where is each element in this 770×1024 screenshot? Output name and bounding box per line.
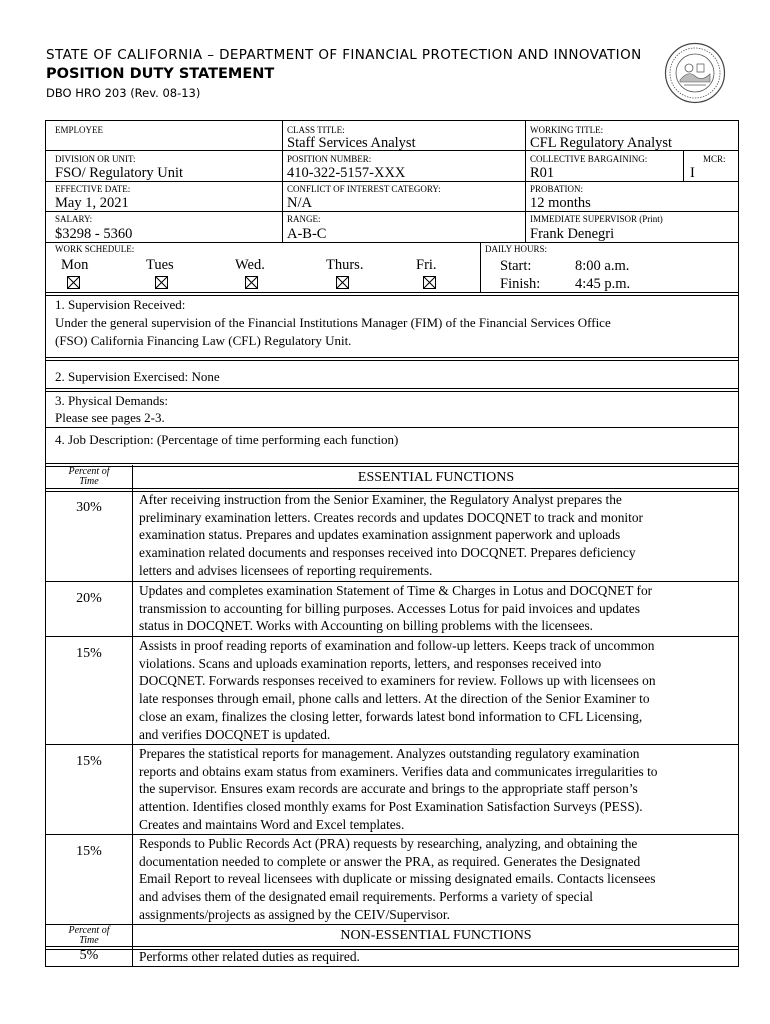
- non-essential-functions-header: NON-ESSENTIAL FUNCTIONS: [340, 928, 532, 943]
- non-essential-percent-header-line1: Percent of: [68, 925, 110, 936]
- class-title-value: Staff Services Analyst: [287, 135, 416, 151]
- division-label: DIVISION OR UNIT:: [55, 154, 136, 164]
- function-line: violations. Scans and uploads examination reports, letters, and responses received into: [139, 655, 602, 671]
- mcr-value: I: [690, 165, 695, 181]
- function-percent: 15%: [76, 754, 102, 769]
- function-line: preliminary examination letters. Creates records and updates DOCQNET to track and monitor: [139, 509, 643, 525]
- function-line: the supervisor. Ensures exam records are accurate and brings to the appropriate staff person’s: [139, 781, 638, 797]
- effective-date-value: May 1, 2021: [55, 195, 129, 211]
- day-fri: Fri.: [416, 257, 437, 273]
- working-title-value: CFL Regulatory Analyst: [530, 135, 673, 151]
- position-number-label: POSITION NUMBER:: [287, 154, 372, 164]
- day-mon: Mon: [61, 257, 89, 273]
- checkbox-mon[interactable]: [67, 276, 80, 289]
- day-wed: Wed.: [235, 257, 265, 273]
- supervision-received-line2: (FSO) California Financing Law (CFL) Regulatory Unit.: [55, 333, 352, 348]
- agency-name: STATE OF CALIFORNIA – DEPARTMENT OF FINANCIAL PROTECTION AND INNOVATION: [46, 47, 642, 63]
- supervision-received-title: 1. Supervision Received:: [55, 297, 186, 312]
- function-description: [139, 637, 733, 743]
- start-time: 8:00 a.m.: [575, 258, 630, 274]
- form-number: DBO HRO 203 (Rev. 08-13): [46, 86, 201, 100]
- function-line: documentation needed to complete or answer the PRA, as required. Generates the Designated: [139, 853, 641, 869]
- finish-time: 4:45 p.m.: [575, 276, 631, 292]
- function-row-divider: [45, 924, 739, 925]
- supervision-exercised: 2. Supervision Exercised: None: [55, 369, 220, 384]
- start-label: Start:: [500, 258, 532, 274]
- document-title: POSITION DUTY STATEMENT: [46, 66, 275, 82]
- function-line: close an exam, finalizes the closing letter, forwards latest bond information to CFL Licensing,: [139, 708, 643, 724]
- function-line: reports and obtains exam status from examiners. Verifies data and communicates irregularities to: [139, 763, 658, 779]
- salary-value: $3298 - 5360: [55, 226, 133, 242]
- checkbox-tues[interactable]: [155, 276, 168, 289]
- function-line: DOCQNET. Forwards responses received to examiners for review. Follows up with licensees on: [139, 673, 656, 689]
- essential-functions-header: ESSENTIAL FUNCTIONS: [357, 470, 515, 485]
- salary-label: SALARY:: [55, 214, 93, 224]
- work-schedule-label: WORK SCHEDULE:: [55, 244, 135, 254]
- non-essential-percent-header-line2: Time: [79, 935, 99, 946]
- percent-header-line2: Time: [79, 476, 99, 487]
- physical-demands-text: Please see pages 2-3.: [55, 410, 165, 425]
- function-description: [139, 491, 733, 580]
- conflict-value: N/A: [287, 195, 312, 211]
- function-line: late responses through email, phone calls and letters. At the direction of the Senior Examiner to: [139, 691, 650, 707]
- function-line: Prepares the statistical reports for management. Analyzes outstanding regulatory examination: [139, 746, 640, 761]
- function-line: After receiving instruction from the Senior Examiner, the Regulatory Analyst prepares the: [139, 492, 622, 507]
- function-percent: 20%: [76, 591, 102, 606]
- function-percent: 30%: [76, 500, 102, 515]
- section-divider: [45, 427, 739, 428]
- job-description-title: 4. Job Description: (Percentage of time performing each function): [55, 432, 399, 447]
- day-tues: Tues: [146, 257, 174, 273]
- class-title-label: CLASS TITLE:: [287, 125, 345, 135]
- collective-bargaining-label: COLLECTIVE BARGAINING:: [530, 154, 648, 164]
- section-divider: [45, 357, 739, 361]
- probation-value: 12 months: [530, 195, 591, 211]
- division-value: FSO/ Regulatory Unit: [55, 165, 184, 181]
- percent-header-line1: Percent of: [68, 466, 110, 477]
- field-divider: [683, 150, 684, 181]
- field-divider: [480, 242, 481, 293]
- daily-hours-label: DAILY HOURS:: [485, 244, 548, 254]
- checkbox-fri[interactable]: [423, 276, 436, 289]
- function-line: attention. Identifies closed monthly exams for Post Examination Satisfaction Surveys (PESS).: [139, 799, 643, 815]
- function-percent: 15%: [76, 844, 102, 859]
- function-line: Responds to Public Records Act (PRA) requests by researching, analyzing, and obtaining the: [139, 836, 638, 851]
- function-line: and advises them of the designated email requirements. Performs a variety of special: [139, 889, 594, 905]
- function-line: examination related documents and responses received into DOCQNET. Prepares deficiency: [139, 545, 636, 561]
- function-line: Creates and maintains Word and Excel templates.: [139, 816, 405, 832]
- section-divider: [45, 463, 739, 467]
- finish-label: Finish:: [500, 276, 541, 292]
- function-description: [139, 835, 733, 924]
- range-value: A-B-C: [287, 226, 327, 242]
- day-thurs: Thurs.: [326, 257, 364, 273]
- checkbox-wed[interactable]: [245, 276, 258, 289]
- function-description: [139, 582, 733, 635]
- function-line: and verifies DOCQNET is updated.: [139, 726, 331, 742]
- supervisor-label: IMMEDIATE SUPERVISOR (Print): [530, 214, 663, 224]
- conflict-label: CONFLICT OF INTEREST CATEGORY:: [287, 184, 441, 194]
- supervisor-value: Frank Denegri: [530, 226, 615, 242]
- working-title-label: WORKING TITLE:: [530, 125, 604, 135]
- non-essential-percent: 5%: [79, 948, 99, 963]
- range-label: RANGE:: [287, 214, 321, 224]
- state-seal-icon: [664, 42, 726, 104]
- function-line: Email Report to reveal licensees with duplicate or missing designated emails. Contacts licensees: [139, 871, 656, 887]
- mcr-label: MCR:: [703, 154, 726, 164]
- position-number-value: 410-322-5157-XXX: [287, 165, 406, 181]
- function-description: [139, 745, 733, 834]
- function-line: status in DOCQNET. Works with Accounting on billing problems with the licensees.: [139, 618, 594, 634]
- effective-date-label: EFFECTIVE DATE:: [55, 184, 131, 194]
- physical-demands-title: 3. Physical Demands:: [55, 393, 169, 408]
- probation-label: PROBATION:: [530, 184, 584, 194]
- employee-label: EMPLOYEE: [55, 125, 103, 135]
- function-line: letters and advises licensees of reporting requirements.: [139, 562, 433, 578]
- percent-column-divider: [132, 465, 133, 967]
- function-line: examination status. Prepares and updates examination assignment paperwork and uploads: [139, 527, 621, 543]
- function-line: transmission to accounting for billing purposes. Accesses Lotus for paid invoices and updates: [139, 600, 640, 616]
- collective-bargaining-value: R01: [530, 165, 555, 181]
- function-line: Updates and completes examination Statement of Time & Charges in Lotus and DOCQNET for: [139, 583, 653, 598]
- field-divider: [45, 211, 739, 212]
- checkbox-thurs[interactable]: [336, 276, 349, 289]
- field-divider: [45, 181, 739, 182]
- supervision-received-line1: Under the general supervision of the Financial Institutions Manager (FIM) of the Financial Services Office: [55, 315, 611, 330]
- non-essential-description: Performs other related duties as required.: [139, 949, 360, 964]
- field-divider: [45, 242, 739, 243]
- function-line: assignments/projects as assigned by the CEIV/Supervisor.: [139, 906, 450, 922]
- function-line: Assists in proof reading reports of examination and follow-up letters. Keeps track of uncommon: [139, 638, 655, 653]
- function-percent: 15%: [76, 646, 102, 661]
